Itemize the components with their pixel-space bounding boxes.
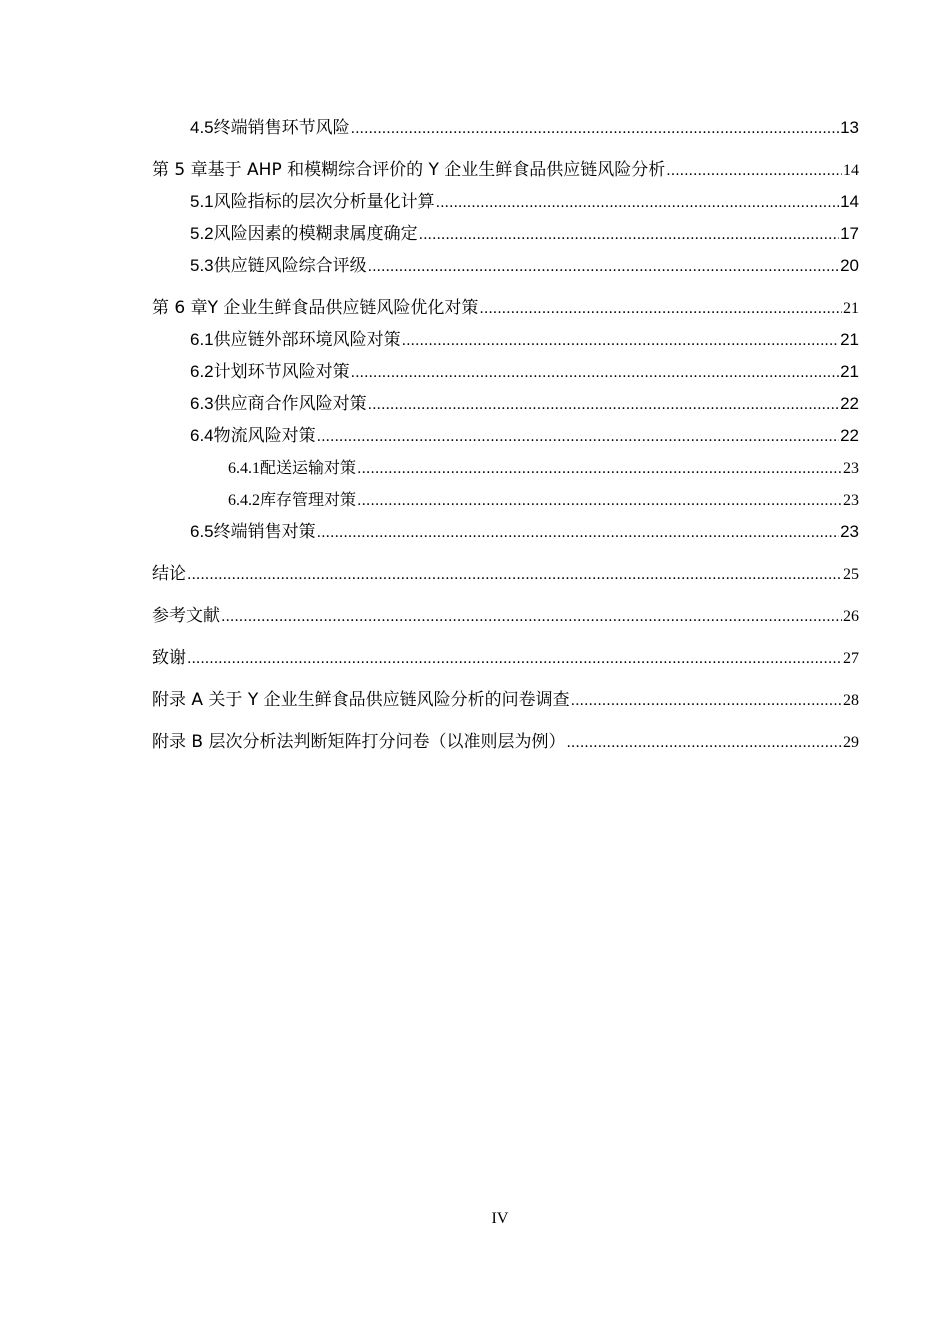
toc-entry-number: 4.5 bbox=[190, 118, 214, 137]
toc-entry-page: 14 bbox=[840, 192, 859, 211]
toc-entry-title: 库存管理对策 bbox=[260, 490, 357, 509]
toc-entry-page: 26 bbox=[843, 608, 859, 625]
toc-dot-leader bbox=[317, 517, 839, 549]
toc-dot-leader bbox=[351, 357, 839, 389]
toc-entry-5-1[interactable] bbox=[152, 186, 859, 218]
toc-entry-page: 22 bbox=[840, 426, 859, 445]
toc-entry-title: 结论 bbox=[152, 564, 186, 584]
toc-entry-number: 第 5 章 bbox=[152, 160, 208, 180]
toc-entry-6-3[interactable] bbox=[152, 388, 859, 420]
toc-entry-appendix-b[interactable] bbox=[152, 726, 859, 758]
toc-dot-leader bbox=[357, 485, 842, 517]
toc-entry-5-2[interactable] bbox=[152, 218, 859, 250]
toc-entry-number: 6.4.1 bbox=[228, 460, 260, 477]
toc-entry-page: 28 bbox=[843, 692, 859, 709]
page-number: IV bbox=[491, 1210, 509, 1227]
toc-entry-page: 27 bbox=[843, 650, 859, 667]
toc-entry-references[interactable] bbox=[152, 600, 859, 632]
toc-entry-title: 供应商合作风险对策 bbox=[213, 394, 367, 414]
toc-entry-conclusion[interactable] bbox=[152, 558, 859, 590]
toc-entry-title: 附录 B 层次分析法判断矩阵打分问卷（以准则层为例） bbox=[152, 732, 566, 752]
toc-entry-page: 14 bbox=[843, 162, 859, 179]
toc-entry-6-2[interactable] bbox=[152, 356, 859, 388]
toc-entry-page: 29 bbox=[843, 734, 859, 751]
toc-entry-title: 计划环节风险对策 bbox=[213, 362, 350, 382]
toc-dot-leader bbox=[368, 389, 839, 421]
toc-entry-number: 第 6 章 bbox=[152, 298, 208, 318]
toc-dot-leader bbox=[317, 421, 839, 453]
toc-entry-title: 参考文献 bbox=[152, 606, 220, 626]
table-of-contents bbox=[152, 112, 859, 758]
toc-entry-appendix-a[interactable] bbox=[152, 684, 859, 716]
toc-dot-leader bbox=[357, 453, 842, 485]
toc-entry-page: 23 bbox=[840, 522, 859, 541]
toc-entry-title: 终端销售对策 bbox=[213, 522, 316, 542]
toc-entry-page: 20 bbox=[840, 256, 859, 275]
toc-entry-title: 供应链外部环境风险对策 bbox=[213, 330, 401, 350]
toc-entry-page: 22 bbox=[840, 394, 859, 413]
toc-dot-leader bbox=[479, 293, 842, 325]
toc-entry-number: 6.4 bbox=[190, 426, 214, 445]
toc-entry-chapter-5[interactable] bbox=[152, 154, 859, 186]
toc-entry-number: 5.2 bbox=[190, 224, 214, 243]
toc-entry-6-4-2[interactable] bbox=[152, 484, 859, 516]
toc-entry-6-1[interactable] bbox=[152, 324, 859, 356]
toc-entry-title: 风险因素的模糊隶属度确定 bbox=[213, 224, 418, 244]
toc-entry-title: Y 企业生鲜食品供应链风险优化对策 bbox=[207, 298, 479, 318]
toc-entry-title: 终端销售环节风险 bbox=[213, 118, 350, 138]
toc-entry-page: 21 bbox=[840, 330, 859, 349]
toc-entry-title: 物流风险对策 bbox=[213, 426, 316, 446]
toc-entry-page: 21 bbox=[840, 362, 859, 381]
toc-entry-number: 6.1 bbox=[190, 330, 214, 349]
toc-entry-page: 21 bbox=[843, 300, 859, 317]
toc-entry-number: 6.4.2 bbox=[228, 492, 260, 509]
toc-dot-leader bbox=[566, 727, 842, 759]
toc-dot-leader bbox=[666, 155, 842, 187]
toc-entry-title: 配送运输对策 bbox=[260, 458, 357, 477]
toc-dot-leader bbox=[187, 643, 842, 675]
toc-entry-title: 供应链风险综合评级 bbox=[213, 256, 367, 276]
toc-dot-leader bbox=[221, 601, 842, 633]
toc-dot-leader bbox=[436, 187, 839, 219]
toc-dot-leader bbox=[368, 251, 839, 283]
toc-dot-leader bbox=[419, 219, 839, 251]
toc-entry-number: 6.5 bbox=[190, 522, 214, 541]
toc-entry-page: 23 bbox=[843, 460, 859, 477]
toc-entry-number: 6.3 bbox=[190, 394, 214, 413]
toc-entry-4-5[interactable] bbox=[152, 112, 859, 144]
toc-dot-leader bbox=[571, 685, 842, 717]
toc-entry-number: 6.2 bbox=[190, 362, 214, 381]
toc-entry-page: 13 bbox=[840, 118, 859, 137]
toc-entry-page: 23 bbox=[843, 492, 859, 509]
toc-entry-6-5[interactable] bbox=[152, 516, 859, 548]
toc-dot-leader bbox=[402, 325, 839, 357]
toc-entry-page: 17 bbox=[840, 224, 859, 243]
toc-entry-title: 基于 AHP 和模糊综合评价的 Y 企业生鲜食品供应链风险分析 bbox=[207, 160, 666, 180]
toc-dot-leader bbox=[187, 559, 842, 591]
toc-entry-title: 风险指标的层次分析量化计算 bbox=[213, 192, 435, 212]
toc-entry-acknowledgements[interactable] bbox=[152, 642, 859, 674]
toc-entry-page: 25 bbox=[843, 566, 859, 583]
toc-entry-6-4[interactable] bbox=[152, 420, 859, 452]
toc-dot-leader bbox=[351, 113, 839, 145]
toc-entry-title: 附录 A 关于 Y 企业生鲜食品供应链风险分析的问卷调查 bbox=[152, 690, 570, 710]
toc-entry-number: 5.1 bbox=[190, 192, 214, 211]
toc-entry-title: 致谢 bbox=[152, 648, 186, 668]
toc-entry-chapter-6[interactable] bbox=[152, 292, 859, 324]
toc-entry-number: 5.3 bbox=[190, 256, 214, 275]
toc-entry-6-4-1[interactable] bbox=[152, 452, 859, 484]
toc-entry-5-3[interactable] bbox=[152, 250, 859, 282]
